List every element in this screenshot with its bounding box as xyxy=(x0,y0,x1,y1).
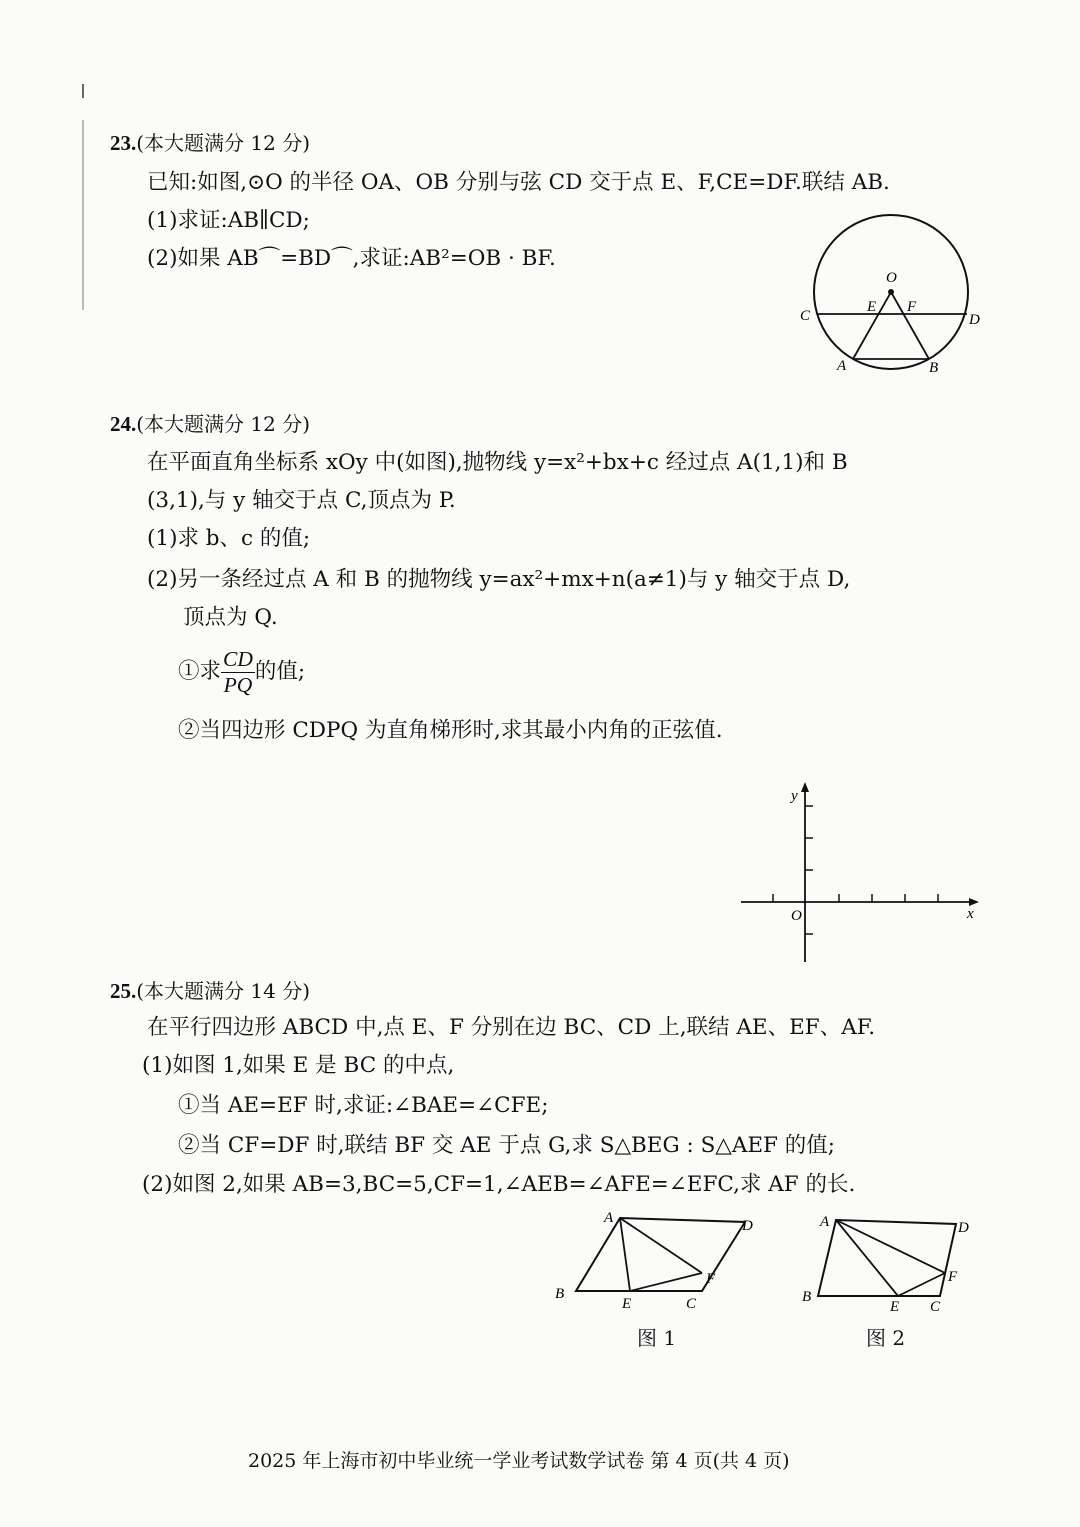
label-d: D xyxy=(969,312,980,328)
fig2-caption: 图 2 xyxy=(866,1326,906,1350)
q24-line-2: (3,1),与 y 轴交于点 C,顶点为 P. xyxy=(147,488,456,513)
fraction-denominator: PQ xyxy=(223,672,253,697)
q23-number: 23. xyxy=(110,131,137,155)
q25-line-2: (1)如图 1,如果 E 是 BC 的中点, xyxy=(142,1053,455,1078)
q25-figure-1 xyxy=(550,1208,765,1318)
q23-header xyxy=(110,127,310,156)
fig1-label-b: B xyxy=(555,1286,565,1302)
label-o: O xyxy=(886,270,897,286)
q23-line-3: (2)如果 AB⌒=BD⌒,求证:AB²=OB · BF. xyxy=(147,246,556,271)
fig2-label-c: C xyxy=(930,1299,941,1315)
center-dot xyxy=(888,289,894,295)
q23-circle-figure xyxy=(795,210,995,380)
segment-ef-2 xyxy=(898,1273,945,1296)
label-c: C xyxy=(800,308,811,324)
x-axis-arrow xyxy=(969,898,979,906)
q24-header xyxy=(110,408,310,437)
segment-ef-1 xyxy=(630,1273,702,1291)
q23-line-1: 已知:如图,⊙O 的半径 OA、OB 分别与弦 CD 交于点 E、F,CE=DF.联结 AB. xyxy=(147,170,890,195)
label-y: y xyxy=(791,788,798,804)
segment-ae-2 xyxy=(836,1220,898,1296)
margin-rule xyxy=(82,120,84,310)
q24-line-4: (2)另一条经过点 A 和 B 的抛物线 y=ax²+mx+n(a≠1)与 y 轴交于点 D, xyxy=(147,567,851,592)
page-footer: 2025 年上海市初中毕业统一学业考试数学试卷 第 4 页(共 4 页) xyxy=(248,1450,790,1472)
q23-line-2: (1)求证:AB∥CD; xyxy=(147,208,310,233)
label-x: x xyxy=(967,906,974,922)
label-a: A xyxy=(837,358,847,374)
segment-af-2 xyxy=(836,1220,945,1273)
segment-af-1 xyxy=(620,1218,702,1273)
fig1-label-f: F xyxy=(706,1271,716,1287)
q24-line-3: (1)求 b、c 的值; xyxy=(147,526,311,551)
q24-line-5: 顶点为 Q. xyxy=(183,605,278,630)
q24-number: 24. xyxy=(110,412,137,436)
q25-score: (本大题满分 14 分) xyxy=(136,979,311,1003)
label-e: E xyxy=(867,299,877,315)
q25-number: 25. xyxy=(110,979,137,1003)
q25-line-4: ②当 CF=DF 时,联结 BF 交 AE 于点 G,求 S△BEG : S△AEF 的值; xyxy=(178,1133,836,1158)
q24-score: (本大题满分 12 分) xyxy=(136,412,311,436)
fig1-label-e: E xyxy=(622,1296,632,1312)
q24-line-7: ②当四边形 CDPQ 为直角梯形时,求其最小内角的正弦值. xyxy=(178,718,723,743)
label-b: B xyxy=(929,360,939,376)
q25-line-5: (2)如图 2,如果 AB=3,BC=5,CF=1,∠AEB=∠AFE=∠EFC,求 AF 的长. xyxy=(142,1172,856,1197)
fig2-label-f: F xyxy=(948,1269,958,1285)
q24-sub1-suffix: 的值; xyxy=(254,659,306,685)
q24-sub1-prefix: ①求 xyxy=(178,659,222,685)
x-ticks xyxy=(773,894,938,902)
fig1-caption: 图 1 xyxy=(637,1326,677,1350)
fig1-label-a: A xyxy=(604,1210,614,1226)
q24-line-1: 在平面直角坐标系 xOy 中(如图),抛物线 y=x²+bx+c 经过点 A(1,1)和 B xyxy=(147,450,848,475)
label-origin: O xyxy=(791,908,802,924)
margin-mark xyxy=(82,84,84,98)
fraction-numerator: CD xyxy=(223,647,253,671)
segment-ae-1 xyxy=(620,1218,630,1291)
fraction-cd-pq xyxy=(221,647,255,697)
label-f: F xyxy=(907,299,917,315)
q25-line-1: 在平行四边形 ABCD 中,点 E、F 分别在边 BC、CD 上,联结 AE、EF、AF. xyxy=(147,1015,876,1040)
y-ticks xyxy=(805,806,813,934)
q23-score: (本大题满分 12 分) xyxy=(136,131,311,155)
fig2-label-d: D xyxy=(958,1220,969,1236)
fig2-label-b: B xyxy=(802,1289,812,1305)
q25-line-3: ①当 AE=EF 时,求证:∠BAE=∠CFE; xyxy=(178,1093,549,1118)
fig2-label-e: E xyxy=(890,1299,900,1315)
q25-figure-2 xyxy=(798,1208,988,1318)
y-axis-arrow xyxy=(801,782,809,792)
fig1-label-c: C xyxy=(686,1296,697,1312)
q25-header xyxy=(110,975,310,1004)
q24-coordinate-axes xyxy=(735,780,985,970)
parallelogram-abcd-2 xyxy=(818,1220,956,1296)
parallelogram-abcd-1 xyxy=(576,1218,745,1291)
fig1-label-d: D xyxy=(742,1218,753,1234)
fig2-label-a: A xyxy=(820,1214,830,1230)
q24-line-6 xyxy=(178,647,305,697)
